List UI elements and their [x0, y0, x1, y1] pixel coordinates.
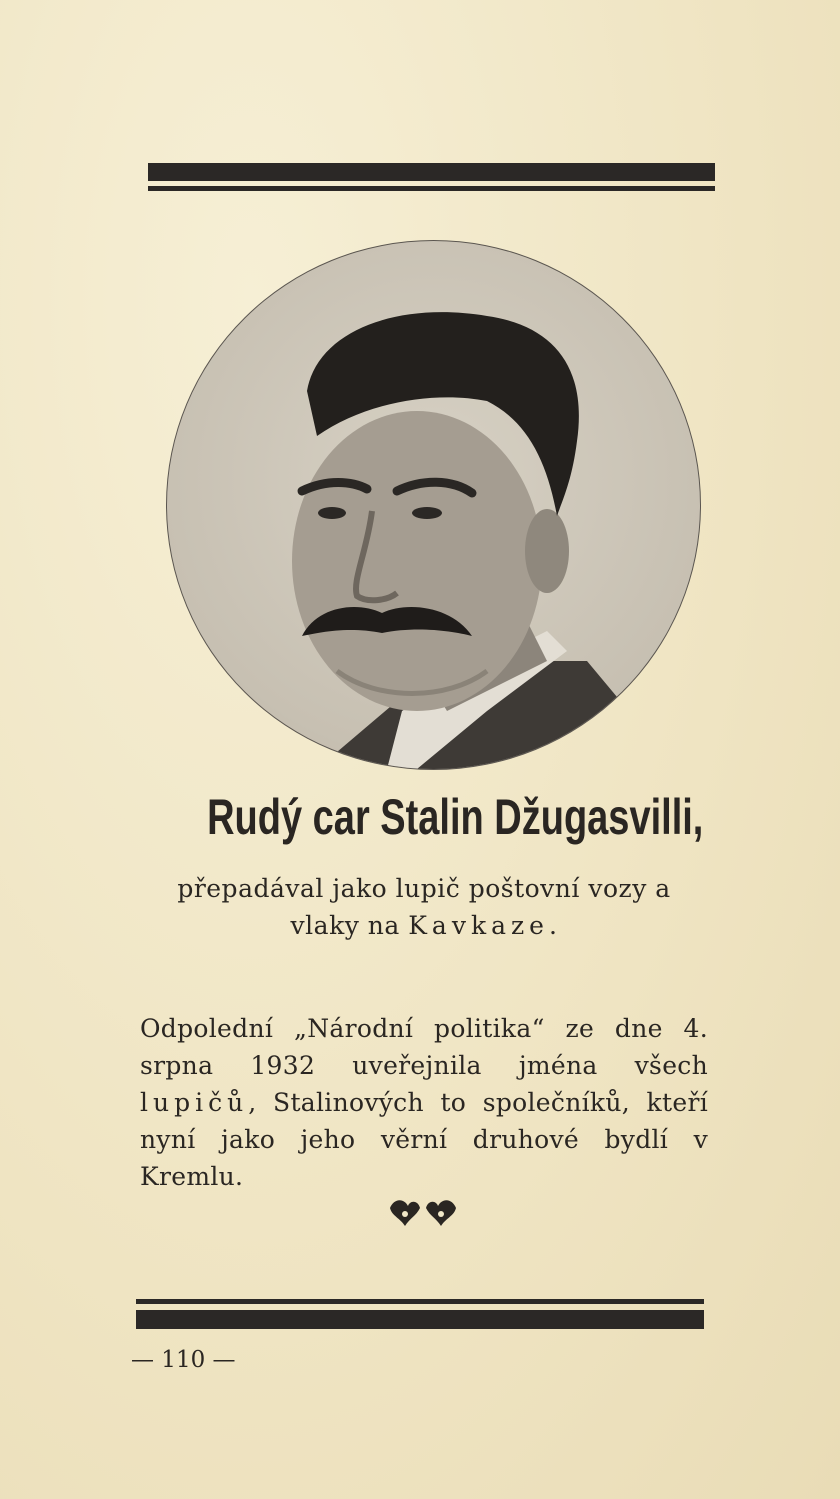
bottom-rule-thick — [136, 1310, 704, 1329]
subtitle-line-2-prefix: vlaky na — [290, 911, 409, 940]
top-rule-thick — [148, 163, 715, 181]
subtitle-line-2 — [140, 907, 708, 944]
subtitle — [140, 870, 708, 944]
body-paragraph — [140, 1010, 708, 1195]
page-number: — 110 — — [131, 1347, 236, 1373]
subtitle-line-1: přepadával jako lupič poštovní vozy a — [177, 874, 671, 903]
subtitle-line-2-suffix: . — [548, 911, 558, 940]
portrait-illustration — [167, 241, 700, 769]
fleuron-ornament-icon — [386, 1194, 460, 1228]
paragraph-part-1: Odpolední „Národní politika“ ze dne 4. srpna 1932 uveřejnila jména všech — [140, 1014, 708, 1080]
subtitle-spaced-word: Kavkaze — [408, 911, 549, 940]
portrait-photo — [166, 240, 701, 770]
top-rule-thin — [148, 186, 715, 191]
headline: Rudý car Stalin Džugasvilli, — [207, 789, 704, 845]
paragraph-part-2: , Stalinových to společníků, kteří nyní jako jeho věrní druhové bydlí v Kremlu. — [140, 1088, 708, 1191]
bottom-rule-thin — [136, 1299, 704, 1304]
paragraph-spaced-word: lupičů — [140, 1088, 249, 1117]
